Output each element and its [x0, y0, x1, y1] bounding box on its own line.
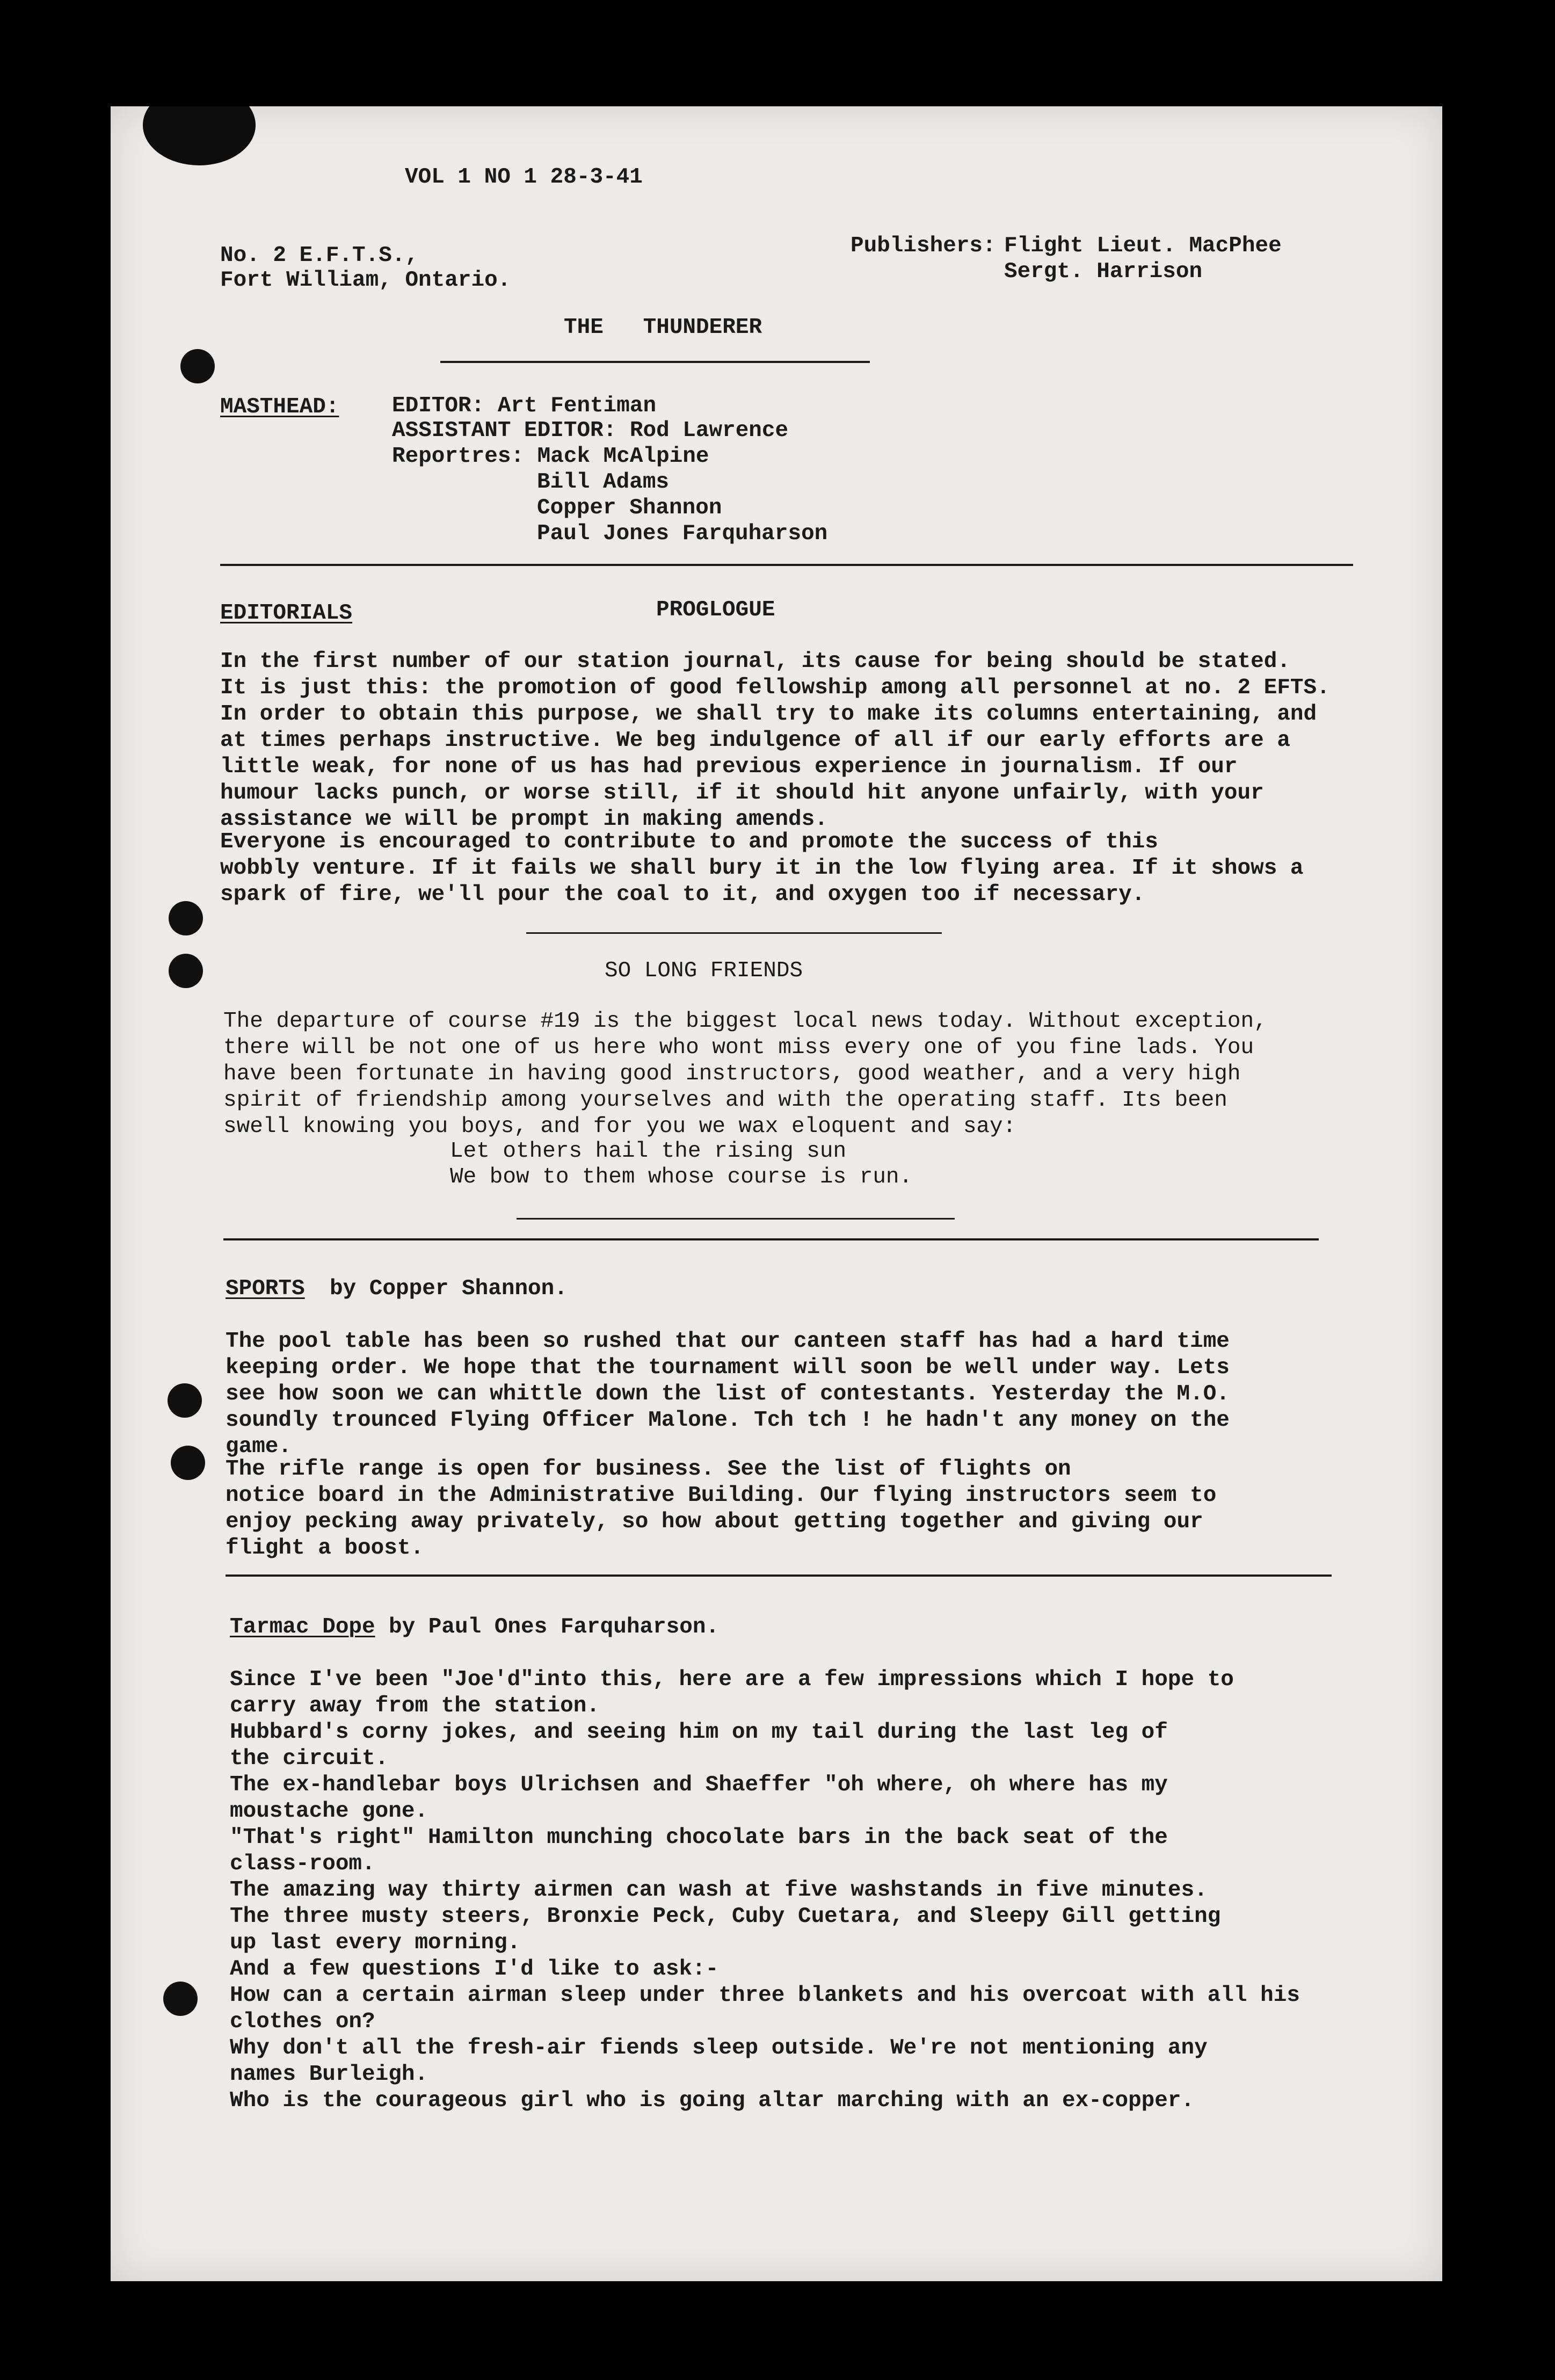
masthead-editor: EDITOR: Art Fentiman — [392, 394, 657, 418]
masthead-reporters: Reportres: Mack McAlpine — [392, 444, 709, 469]
editorial-paragraph-1: In the first number of our station journal, its cause for being should be stated. It is just this: the promotion of good fellowship among all personnel at no. 2 EFTS. In order to obtain this purpose, we shall try to make its columns entertaining, and at times perhaps instructive. We beg indulgence of all if our early efforts are a little weak, for none of us has had previous experience in journalism. If our humour lacks punch, or worse still, if it should hit anyone unfairly, with your assistance we will be prompt in making amends. — [220, 649, 1330, 832]
newspaper-title: THE THUNDERER — [564, 315, 762, 340]
address-line-1: No. 2 E.F.T.S., — [220, 243, 419, 268]
tarmac-top-rule — [226, 1574, 1332, 1577]
torn-corner — [143, 106, 256, 165]
tarmac-label: Tarmac Dope — [230, 1615, 375, 1639]
so-long-paragraph: The departure of course #19 is the biggest local news today. Without exception, there will be not one of us here who wont miss every one of you fine lads. You have been fortunate in having good instructors, good weather, and a very high spirit of friendship among yourselves and with the operating staff. Its been swell knowing you boys, and for you we wax eloquent and say: — [223, 1009, 1267, 1139]
editorials-label: EDITORIALS — [220, 601, 353, 626]
sports-paragraph-2: The rifle range is open for business. See the list of flights on notice board in the Administrative Building. Our flying instructors seem to enjoy pecking away privately, so how about getting together and giving our flight a boost. — [226, 1457, 1217, 1561]
title-rule — [440, 361, 870, 363]
sports-byline: by Copper Shannon. — [330, 1276, 568, 1301]
masthead-reporter-3: Copper Shannon — [537, 496, 722, 520]
editorial-paragraph-2: Everyone is encouraged to contribute to and promote the success of this wobbly venture. If it fails we shall bury it in the low flying area. If it shows a spark of fire, we'll pour the coal to it, and oxygen too if necessary. — [220, 830, 1304, 907]
publisher-1: Flight Lieut. MacPhee — [1004, 234, 1282, 258]
sports-label: SPORTS — [226, 1276, 305, 1301]
publisher-2: Sergt. Harrison — [1004, 259, 1203, 284]
address-line-2: Fort William, Ontario. — [220, 268, 511, 293]
masthead-assistant-editor: ASSISTANT EDITOR: Rod Lawrence — [392, 418, 789, 443]
sports-top-rule — [223, 1238, 1319, 1240]
punch-hole — [180, 349, 215, 383]
punch-hole — [169, 901, 203, 935]
publishers-label: Publishers: — [851, 234, 996, 258]
editorial-heading: PROGLOGUE — [656, 598, 775, 622]
masthead-reporter-4: Paul Jones Farquharson — [537, 521, 828, 546]
masthead-reporter-2: Bill Adams — [537, 470, 670, 495]
so-long-verse-2: We bow to them whose course is run. — [450, 1165, 913, 1189]
punch-hole — [168, 1383, 202, 1418]
punch-hole — [163, 1982, 198, 2016]
sports-paragraph-1: The pool table has been so rushed that our canteen staff has had a hard time keeping order. We hope that the tournament will soon be well under way. Lets see how soon we can whittle down the list of contestants. Yesterday the M.O. soundly trounced Flying Officer Malone. Tch tch ! he hadn't any money on the game. — [226, 1329, 1230, 1459]
tarmac-body: Since I've been "Joe'd"into this, here are a few impressions which I hope to carry away from the station. Hubbard's corny jokes, and seeing him on my tail during the last leg of the circuit. The ex-handlebar boys Ulrichsen and Shaeffer "oh where, oh where has my moustache gone. "That's right" Hamilton munching chocolate bars in the back seat of the class-room. The amazing way thirty airmen can wash at five washstands in five minutes. The three musty steers, Bronxie Peck, Cuby Cuetara, and Sleepy Gill getting up last every morning. And a few questions I'd like to ask:- How can a certain airman sleep under three blankets and his overcoat with all his clothes on? Why don't all the fresh-air fiends sleep outside. We're not mentioning any names Burleigh. Who is the courageous girl who is going altar marching with an ex-copper. — [230, 1667, 1300, 2113]
punch-hole — [171, 1446, 205, 1480]
so-long-heading: SO LONG FRIENDS — [605, 959, 803, 983]
editorial-end-rule — [526, 932, 942, 934]
so-long-verse-1: Let others hail the rising sun — [450, 1139, 847, 1164]
punch-hole — [169, 954, 203, 988]
masthead-rule — [220, 564, 1353, 566]
issue-number: VOL 1 NO 1 28-3-41 — [405, 165, 643, 190]
tarmac-byline: by Paul Ones Farquharson. — [389, 1615, 720, 1639]
so-long-end-rule — [517, 1218, 955, 1220]
masthead-label: MASTHEAD: — [220, 395, 339, 419]
document-page — [111, 106, 1442, 2281]
